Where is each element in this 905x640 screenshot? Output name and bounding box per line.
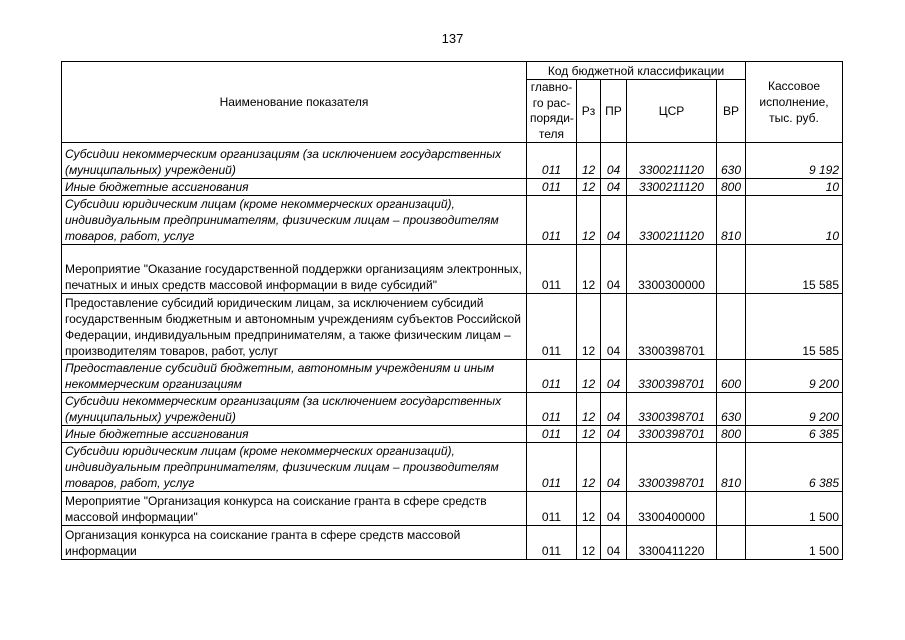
row-vr-code: 630 <box>717 393 746 426</box>
row-gr-code: 011 <box>527 492 577 526</box>
row-csr-code: 3300398701 <box>627 426 717 443</box>
row-amount: 9 200 <box>746 360 843 393</box>
row-name: Субсидии некоммерческим организациям (за исключением государственных (муниципальных) учреждений) <box>62 393 527 426</box>
row-pr-code: 04 <box>601 526 627 560</box>
header-csr: ЦСР <box>627 80 717 143</box>
table-body <box>62 143 843 560</box>
table-row <box>62 443 843 492</box>
row-amount: 15 585 <box>746 294 843 360</box>
row-amount: 6 385 <box>746 443 843 492</box>
row-rz-code: 12 <box>577 426 601 443</box>
table-row <box>62 492 843 526</box>
row-vr-code: 600 <box>717 360 746 393</box>
table-row <box>62 179 843 196</box>
row-name: Субсидии юридическим лицам (кроме некоммерческих организаций), индивидуальным предпринимателям, физическим лицам – производителям товаров, работ, услуг <box>62 443 527 492</box>
row-csr-code: 3300398701 <box>627 294 717 360</box>
table-row <box>62 360 843 393</box>
row-rz-code: 12 <box>577 245 601 294</box>
row-csr-code: 3300211120 <box>627 196 717 245</box>
row-pr-code: 04 <box>601 492 627 526</box>
row-pr-code: 04 <box>601 196 627 245</box>
row-pr-code: 04 <box>601 294 627 360</box>
header-vr: ВР <box>717 80 746 143</box>
row-vr-code <box>717 526 746 560</box>
header-pr: ПР <box>601 80 627 143</box>
row-pr-code: 04 <box>601 393 627 426</box>
row-amount: 1 500 <box>746 492 843 526</box>
table-row <box>62 143 843 179</box>
row-name: Мероприятие "Организация конкурса на соискание гранта в сфере средств массовой информации" <box>62 492 527 526</box>
row-vr-code: 810 <box>717 443 746 492</box>
row-pr-code: 04 <box>601 245 627 294</box>
row-amount: 15 585 <box>746 245 843 294</box>
row-rz-code: 12 <box>577 294 601 360</box>
row-name: Предоставление субсидий юридическим лицам, за исключением субсидий государственным бюджетным и автономным учреждениям субъектов Российской Федерации, индивидуальным предпринимателям, а также физическим лицам – производителям товаров, работ, услуг <box>62 294 527 360</box>
row-rz-code: 12 <box>577 492 601 526</box>
header-amount: Кассовое исполнение, тыс. руб. <box>746 62 843 143</box>
header-rz: Рз <box>577 80 601 143</box>
row-gr-code: 011 <box>527 179 577 196</box>
row-csr-code: 3300398701 <box>627 360 717 393</box>
row-rz-code: 12 <box>577 393 601 426</box>
header-gr: главно-го рас-поряди-теля <box>527 80 577 143</box>
row-gr-code: 011 <box>527 294 577 360</box>
budget-table <box>61 61 843 560</box>
row-vr-code: 810 <box>717 196 746 245</box>
row-name: Субсидии некоммерческим организациям (за исключением государственных (муниципальных) учреждений) <box>62 143 527 179</box>
row-vr-code: 800 <box>717 426 746 443</box>
row-csr-code: 3300400000 <box>627 492 717 526</box>
row-pr-code: 04 <box>601 443 627 492</box>
table-row <box>62 426 843 443</box>
table-row <box>62 294 843 360</box>
row-pr-code: 04 <box>601 360 627 393</box>
row-vr-code: 800 <box>717 179 746 196</box>
row-gr-code: 011 <box>527 426 577 443</box>
row-rz-code: 12 <box>577 196 601 245</box>
row-pr-code: 04 <box>601 143 627 179</box>
row-vr-code <box>717 294 746 360</box>
row-amount: 10 <box>746 179 843 196</box>
row-pr-code: 04 <box>601 179 627 196</box>
row-pr-code: 04 <box>601 426 627 443</box>
table-header <box>62 62 843 143</box>
row-gr-code: 011 <box>527 526 577 560</box>
row-name: Мероприятие "Оказание государственной поддержки организациям электронных, печатных и иных средств массовой информации в виде субсидий" <box>62 245 527 294</box>
row-gr-code: 011 <box>527 360 577 393</box>
table-row <box>62 393 843 426</box>
row-csr-code: 3300398701 <box>627 443 717 492</box>
row-rz-code: 12 <box>577 143 601 179</box>
row-csr-code: 3300300000 <box>627 245 717 294</box>
header-name: Наименование показателя <box>62 62 527 143</box>
row-gr-code: 011 <box>527 143 577 179</box>
row-csr-code: 3300211120 <box>627 179 717 196</box>
row-rz-code: 12 <box>577 179 601 196</box>
table-row <box>62 196 843 245</box>
row-amount: 6 385 <box>746 426 843 443</box>
row-gr-code: 011 <box>527 245 577 294</box>
row-gr-code: 011 <box>527 196 577 245</box>
row-amount: 9 192 <box>746 143 843 179</box>
row-rz-code: 12 <box>577 443 601 492</box>
row-csr-code: 3300411220 <box>627 526 717 560</box>
row-rz-code: 12 <box>577 360 601 393</box>
page-number: 137 <box>441 31 464 46</box>
header-code-group: Код бюджетной классификации <box>527 62 746 80</box>
row-vr-code <box>717 492 746 526</box>
row-name: Предоставление субсидий бюджетным, автономным учреждениям и иным некоммерческим организациям <box>62 360 527 393</box>
row-name: Иные бюджетные ассигнования <box>62 179 527 196</box>
row-name: Организация конкурса на соискание гранта в сфере средств массовой информации <box>62 526 527 560</box>
row-gr-code: 011 <box>527 393 577 426</box>
row-name: Иные бюджетные ассигнования <box>62 426 527 443</box>
row-gr-code: 011 <box>527 443 577 492</box>
row-amount: 10 <box>746 196 843 245</box>
table-row <box>62 526 843 560</box>
row-name: Субсидии юридическим лицам (кроме некоммерческих организаций), индивидуальным предпринимателям, физическим лицам – производителям товаров, работ, услуг <box>62 196 527 245</box>
row-csr-code: 3300398701 <box>627 393 717 426</box>
row-amount: 1 500 <box>746 526 843 560</box>
row-rz-code: 12 <box>577 526 601 560</box>
row-csr-code: 3300211120 <box>627 143 717 179</box>
table-row <box>62 245 843 294</box>
row-vr-code: 630 <box>717 143 746 179</box>
row-vr-code <box>717 245 746 294</box>
row-amount: 9 200 <box>746 393 843 426</box>
